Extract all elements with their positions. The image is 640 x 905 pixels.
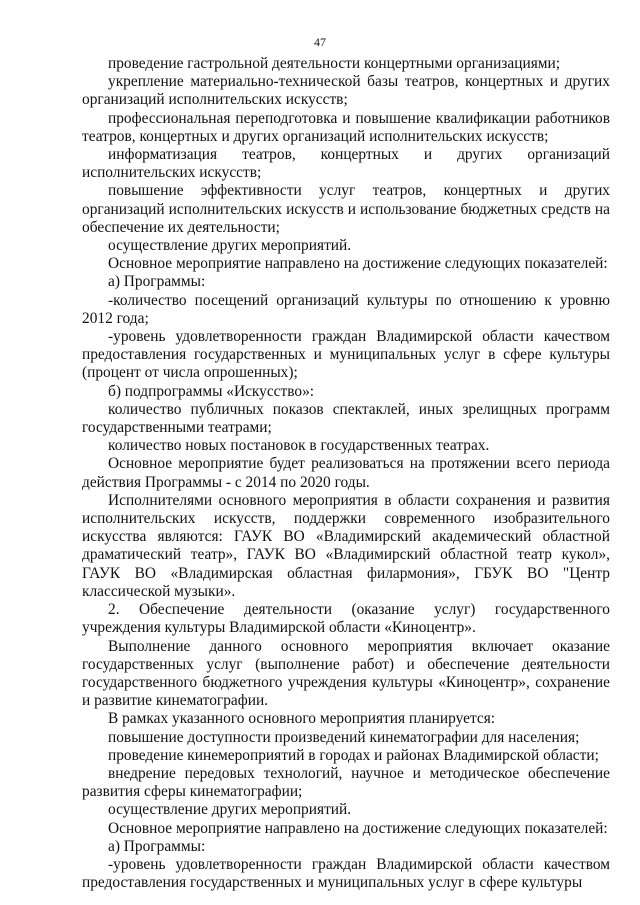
paragraph: осуществление других мероприятий.	[108, 237, 352, 255]
paragraph: Исполнителями основного мероприятия в области сохранения и развития исполнительских искусств, поддержки современного изобразительного искусства являются: ГАУК ВО «Владимирский академический областной драматический театр», ГАУК ВО «Владимирский областной театр кукол», ГАУК ВО «Владимирская областная филармония», ГБУК ВО "Центр классической музыки».	[82, 491, 610, 600]
paragraph: внедрение передовых технологий, научное и методическое обеспечение развития сферы кинематографии;	[82, 764, 610, 801]
paragraph: а) Программы:	[108, 273, 206, 291]
paragraph: Основное мероприятие направлено на достижение следующих показателей:	[108, 819, 608, 837]
paragraph: проведение гастрольной деятельности концертными организациями;	[108, 55, 561, 72]
paragraph: Основное мероприятие будет реализоваться на протяжении всего периода действия Программы - с 2014 по 2020 годы.	[82, 455, 610, 491]
paragraph: повышение эффективности услуг театров, концертных и других организаций исполнительских искусств и использование бюджетных средств на обеспечение их деятельности;	[82, 182, 610, 236]
paragraph: профессиональная переподготовка и повышение квалификации работников театров, концертных и других организаций исполнительских искусств;	[82, 109, 610, 145]
paragraph: количество публичных показов спектаклей, иных зрелищных программ государственными театрами;	[82, 400, 610, 437]
paragraph: б) подпрограммы «Искусство»:	[108, 382, 315, 400]
paragraph: -уровень удовлетворенности граждан Владимирской области качеством предоставления государственных и муниципальных услуг в сфере культуры (процент от числа опрошенных);	[82, 328, 610, 382]
paragraph: осуществление других мероприятий.	[108, 801, 352, 819]
paragraph: -уровень удовлетворенности граждан Владимирской области качеством предоставления государственных и муниципальных услуг в сфере культуры	[82, 855, 610, 892]
paragraph: В рамках указанного основного мероприятия планируется:	[108, 710, 496, 728]
paragraph: 2. Обеспечение деятельности (оказание услуг) государственного учреждения культуры Владимирской области «Киноцентр».	[82, 601, 610, 637]
paragraph: -количество посещений организаций культуры по отношению к уровню 2012 года;	[82, 291, 610, 327]
paragraph: а) Программы:	[108, 837, 206, 855]
paragraph: Выполнение данного основного мероприятия включает оказание государственных услуг (выполнение работ) и обеспечение деятельности государственного бюджетного учреждения культуры «Киноцентр», сохранение и развитие кинематографии.	[82, 637, 610, 710]
paragraph: укрепление материально-технической базы театров, концертных и других организаций исполнительских искусств;	[82, 73, 610, 109]
document-body	[82, 55, 610, 892]
paragraph: количество новых постановок в государственных театрах.	[108, 437, 490, 455]
paragraph: Основное мероприятие направлено на достижение следующих показателей:	[108, 255, 608, 273]
paragraph: повышение доступности произведений кинематографии для населения;	[108, 728, 580, 746]
paragraph: информатизация театров, концертных и других организаций исполнительских искусств;	[82, 146, 610, 182]
page-number: 47	[314, 35, 326, 49]
paragraph: проведение кинемероприятий в городах и районах Владимирской области;	[108, 746, 599, 764]
